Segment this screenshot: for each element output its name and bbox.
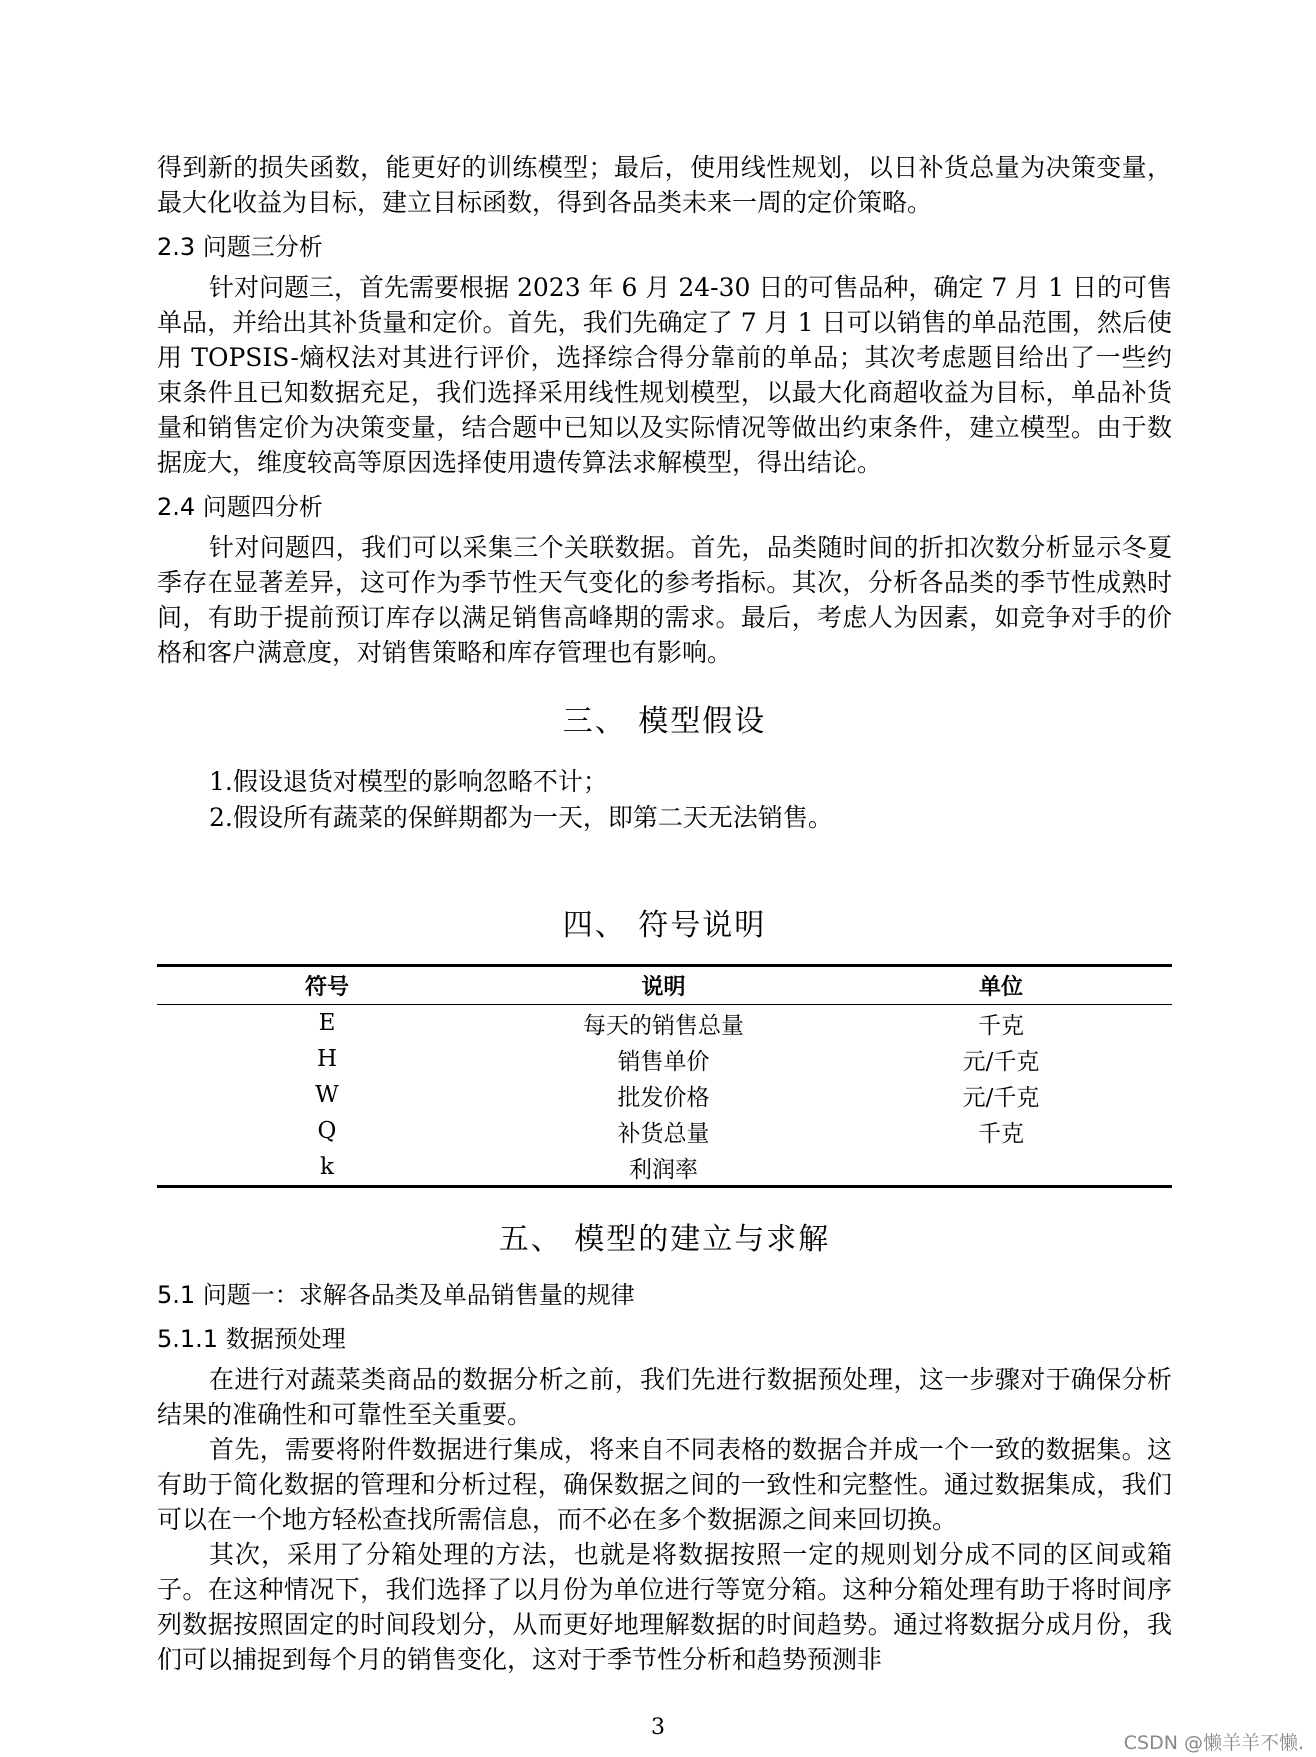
description-cell: 利润率 xyxy=(628,1156,698,1183)
document-page xyxy=(157,150,1172,1677)
paragraph-5-1-1-a: 在进行对蔬菜类商品的数据分析之前，我们先进行数据预处理，这一步骤对于确保分析结果的准确性和可靠性至关重要。 xyxy=(157,1365,1172,1429)
table-row xyxy=(157,1041,1172,1077)
symbol-cell: H xyxy=(316,1046,338,1072)
symbol-cell: k xyxy=(320,1154,334,1180)
symbol-cell: E xyxy=(318,1010,336,1036)
table-row xyxy=(157,1113,1172,1149)
unit-cell: 元/千克 xyxy=(962,1084,1040,1111)
unit-cell xyxy=(830,1149,1172,1187)
section-3-title: 三、 模型假设 xyxy=(562,704,767,739)
description-cell: 销售单价 xyxy=(617,1048,710,1075)
heading-5-1-1: 5.1.1 数据预处理 xyxy=(157,1325,346,1353)
watermark: CSDN @懒羊羊不懒. xyxy=(1123,1732,1304,1754)
table-row xyxy=(157,1005,1172,1042)
header-symbol: 符号 xyxy=(157,966,497,1005)
unit-cell: 千克 xyxy=(977,1120,1024,1147)
table-row xyxy=(157,1077,1172,1113)
unit-cell: 元/千克 xyxy=(962,1048,1040,1075)
assumption-1: 1.假设退货对模型的影响忽略不计； xyxy=(209,767,608,796)
symbol-cell: W xyxy=(315,1082,339,1108)
heading-5-1: 5.1 问题一：求解各品类及单品销售量的规律 xyxy=(157,1281,635,1309)
paragraph-5-1-1-b: 首先，需要将附件数据进行集成，将来自不同表格的数据合并成一个一致的数据集。这有助于简化数据的管理和分析过程，确保数据之间的一致性和完整性。通过数据集成，我们可以在一个地方轻松查找所需信息，而不必在多个数据源之间来回切换。 xyxy=(157,1435,1172,1534)
description-cell: 补货总量 xyxy=(617,1120,710,1147)
paragraph-2-4: 针对问题四，我们可以采集三个关联数据。首先，品类随时间的折扣次数分析显示冬夏季存在显著差异，这可作为季节性天气变化的参考指标。其次，分析各品类的季节性成熟时间，有助于提前预订库存以满足销售高峰期的需求。最后，考虑人为因素，如竞争对手的价格和客户满意度，对销售策略和库存管理也有影响。 xyxy=(157,533,1172,667)
page-number: 3 xyxy=(651,1715,665,1740)
symbol-table-header xyxy=(157,966,1172,1005)
heading-2-4: 2.4 问题四分析 xyxy=(157,493,323,521)
heading-2-3: 2.3 问题三分析 xyxy=(157,233,323,261)
section-5-title: 五、 模型的建立与求解 xyxy=(498,1222,831,1257)
table-row xyxy=(157,1149,1172,1187)
description-cell: 批发价格 xyxy=(617,1084,710,1111)
paragraph-intro-tail: 得到新的损失函数，能更好的训练模型；最后，使用线性规划，以日补货总量为决策变量，最大化收益为目标，建立目标函数，得到各品类未来一周的定价策略。 xyxy=(157,153,1172,217)
header-description: 说明 xyxy=(497,966,830,1005)
section-4-title: 四、 符号说明 xyxy=(562,908,767,943)
unit-cell: 千克 xyxy=(977,1012,1024,1039)
symbol-cell: Q xyxy=(317,1118,337,1144)
paragraph-2-3: 针对问题三，首先需要根据 2023 年 6 月 24-30 日的可售品种，确定 7 月 1 日的可售单品，并给出其补货量和定价。首先，我们先确定了 7 月 1 日可以销售的单品范围，然后使用 TOPSIS-熵权法对其进行评价，选择综合得分靠前的单品；其次考虑题目给出了一些约束条件且已知数据充足，我们选择采用线性规划模型，以最大化商超收益为目标，单品补货量和销售定价为决策变量，结合题中已知以及实际情况等做出约束条件，建立模型。由于数据庞大，维度较高等原因选择使用遗传算法求解模型，得出结论。 xyxy=(157,273,1172,477)
symbol-table xyxy=(157,964,1172,1188)
description-cell: 每天的销售总量 xyxy=(582,1012,744,1039)
header-unit: 单位 xyxy=(830,966,1172,1005)
paragraph-5-1-1-c: 其次，采用了分箱处理的方法，也就是将数据按照一定的规则划分成不同的区间或箱子。在这种情况下，我们选择了以月份为单位进行等宽分箱。这种分箱处理有助于将时间序列数据按照固定的时间段划分，从而更好地理解数据的时间趋势。通过将数据分成月份，我们可以捕捉到每个月的销售变化，这对于季节性分析和趋势预测非 xyxy=(157,1540,1172,1674)
assumption-2: 2.假设所有蔬菜的保鲜期都为一天，即第二天无法销售。 xyxy=(209,803,833,832)
